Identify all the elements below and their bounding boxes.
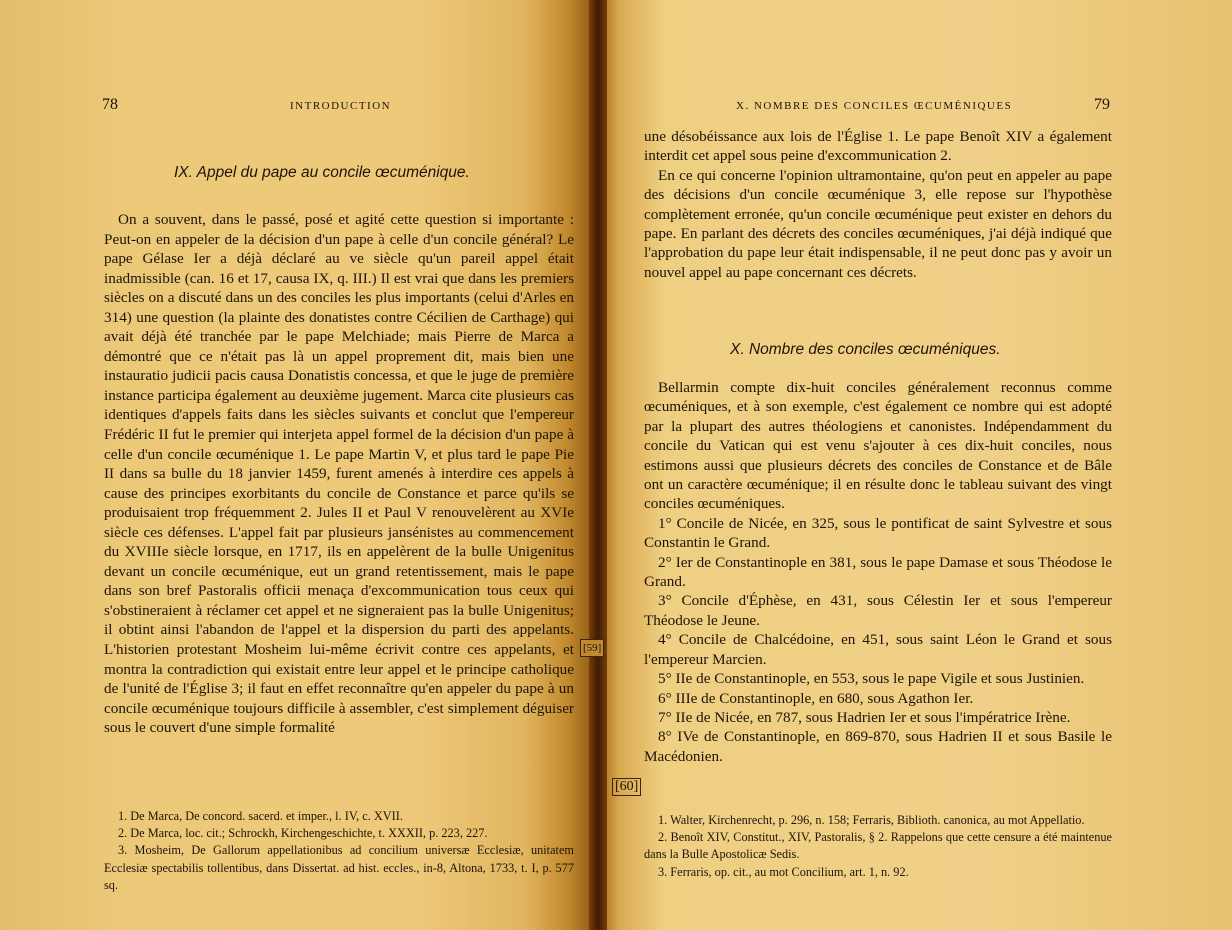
council-item-7: 7° IIe de Nicée, en 787, sous Hadrien Ier et sous l'impératrice Irène. — [658, 708, 1071, 726]
council-item-8: 8° IVe de Constantinople, en 869-870, sous Hadrien II et sous Basile le Macédonien. — [644, 728, 1112, 765]
left-paragraph: On a souvent, dans le passé, posé et agité cette question si importante : Peut-on en appeler de la décision d'un pape à celle d'un concile général? Le pape Gélase Ier a déjà déclaré au ve siècle qu'un pareil appel était inadmissible (can. 16 et 17, causa IX, q. III.) Il est vrai que dans les premiers siècles on a discuté dans un des conciles les plus importants (celui d'Arles en 314) une question (la plainte des donatistes contre Cécilien de Carthage) qui avait déjà été tranchée par le pape Melchiade; mais Pierre de Marca a démontré que ce n'était pas là un appel proprement dit, mais bien une instauratio judicii pacis causa Donatistis concessa, et que le juge de première instance participa également au deuxième jugement. Marca cite plusieurs cas identiques d'appels faits dans les siècles suivants et conclut que l'empereur Frédéric II fut le premier qui interjeta appel formel de la décision d'un pape à celle d'un concile œcuménique 1. Le pape Martin V, et plus tard le pape Pie II dans sa bulle du 18 janvier 1459, furent amenés à interdire ces appels à cause des principes exorbitants du concile de Constance et parce qu'ils se produisaient trop fréquemment 2. Jules II et Paul V renouvelèrent au XVIe siècle ces défenses. L'appel fait par plusieurs jansénistes au commencement du XVIIIe siècle lorsque, en 1717, ils en appelèrent de la bulle Unigenitus devant un concile œcuménique, eut un grand retentissement, mais le pape dans son bref Pastoralis officii menaça d'excommunication tous ceux qui s'obstineraient à réclamer cet appel et ne signeraient pas la bulle Unigenitus; il obtint ainsi l'abandon de l'appel et la dispersion du parti des appelants. L'historien protestant Mosheim lui-même écrivit contre ces appelants, et montra la contradiction qui existait entre leur appel et le principe catholique de l'unité de l'Église 3; il faut en effet reconnaître qu'en appeler du pape à un concile œcuménique toujours difficile à assembler, c'est simplement déguiser sous le couvert d'une simple formalité — [104, 211, 574, 737]
left-section-title: IX. Appel du pape au concile œcuménique. — [174, 164, 470, 181]
right-running-head: X. NOMBRE DES CONCILES ŒCUMÉNIQUES — [736, 100, 1013, 112]
right-section-title: X. Nombre des conciles œcuméniques. — [730, 341, 1001, 358]
right-page — [600, 0, 1232, 930]
left-body-text — [104, 210, 574, 738]
council-item-2: 2° Ier de Constantinople en 381, sous le pape Damase et sous Théodose le Grand. — [644, 553, 1112, 591]
right-footnote-1: 1. Walter, Kirchenrecht, p. 296, n. 158; Ferraris, Biblioth. canonica, au mot Appellatio. — [658, 813, 1085, 827]
council-item-4: 4° Concile de Chalcédoine, en 451, sous saint Léon le Grand et sous l'empereur Marcien. — [644, 631, 1112, 668]
right-paragraph-continued: une désobéissance aux lois de l'Église 1. Le pape Benoît XIV a également interdit cet appel sous peine d'excommunication 2. — [644, 128, 1112, 165]
council-item-5: 5° IIe de Constantinople, en 553, sous le pape Vigile et sous Justinien. — [658, 670, 1085, 688]
left-running-head: INTRODUCTION — [290, 100, 392, 112]
book-gutter — [589, 0, 607, 930]
left-footnotes — [104, 808, 574, 894]
left-footnote-2: 2. De Marca, loc. cit.; Schrockh, Kirchengeschichte, t. XXXII, p. 223, 227. — [118, 826, 488, 841]
left-folio: 78 — [102, 96, 118, 113]
right-folio: 79 — [1094, 96, 1110, 113]
gutter-page-mark: [59] — [580, 639, 604, 657]
right-paragraph-2: En ce qui concerne l'opinion ultramontaine, qu'on peut en appeler au pape des décisions d'un concile œcuménique 3, elle repose sur l'hypothèse complètement erronée, qu'un concile œcuménique peut exister en dehors du pape. En parlant des décrets des conciles œcuméniques, j'ai déjà indiqué que l'approbation du pape leur était indispensable, il ne peut donc pas y avoir un nouvel appel au pape concernant ces décrets. — [644, 166, 1112, 281]
right-footnotes — [644, 812, 1112, 881]
council-item-6: 6° IIIe de Constantinople, en 680, sous Agathon Ier. — [658, 689, 974, 707]
right-paragraph-3: Bellarmin compte dix-huit conciles généralement reconnus comme œcuméniques, et à son exemple, c'est également ce nombre qui est adopté par la plupart des autres théologiens et canonistes. Indépendamment du concile du Vatican qui est venu s'ajouter à ces dix-huit conciles, nous estimons aussi que plusieurs décrets des conciles de Constance et de Bâle ont un caractère œcuménique; il en résulte donc le tableau suivant des vingt conciles œcuméniques. — [644, 379, 1112, 513]
left-page — [0, 0, 597, 930]
left-footnote-1: 1. De Marca, De concord. sacerd. et imper., l. IV, c. XVII. — [118, 809, 403, 823]
right-body-main — [644, 378, 1112, 766]
council-item-3: 3° Concile d'Éphèse, en 431, sous Célestin Ier et sous l'empereur Théodose le Jeune. — [644, 592, 1112, 629]
left-footnote-3: 3. Mosheim, De Gallorum appellationibus ad concilium universæ Ecclesiæ, unitatem Ecclesiæ spectabilis tollentibus, dans Dissertat. ad hist. eccles., in-8, Altona, 1733, t. I, p. 577 sq. — [104, 843, 574, 892]
right-margin-page-mark: [60] — [612, 778, 641, 796]
right-body-top — [644, 127, 1112, 282]
council-item-1: 1° Concile de Nicée, en 325, sous le pontificat de saint Sylvestre et sous Constantin le Grand. — [644, 514, 1112, 552]
right-footnote-2: 2. Benoît XIV, Constitut., XIV, Pastoralis, § 2. Rappelons que cette censure a été maintenue dans la Bulle Apostolicæ Sedis. — [644, 830, 1112, 862]
right-footnote-3: 3. Ferraris, op. cit., au mot Concilium, art. 1, n. 92. — [658, 864, 909, 879]
